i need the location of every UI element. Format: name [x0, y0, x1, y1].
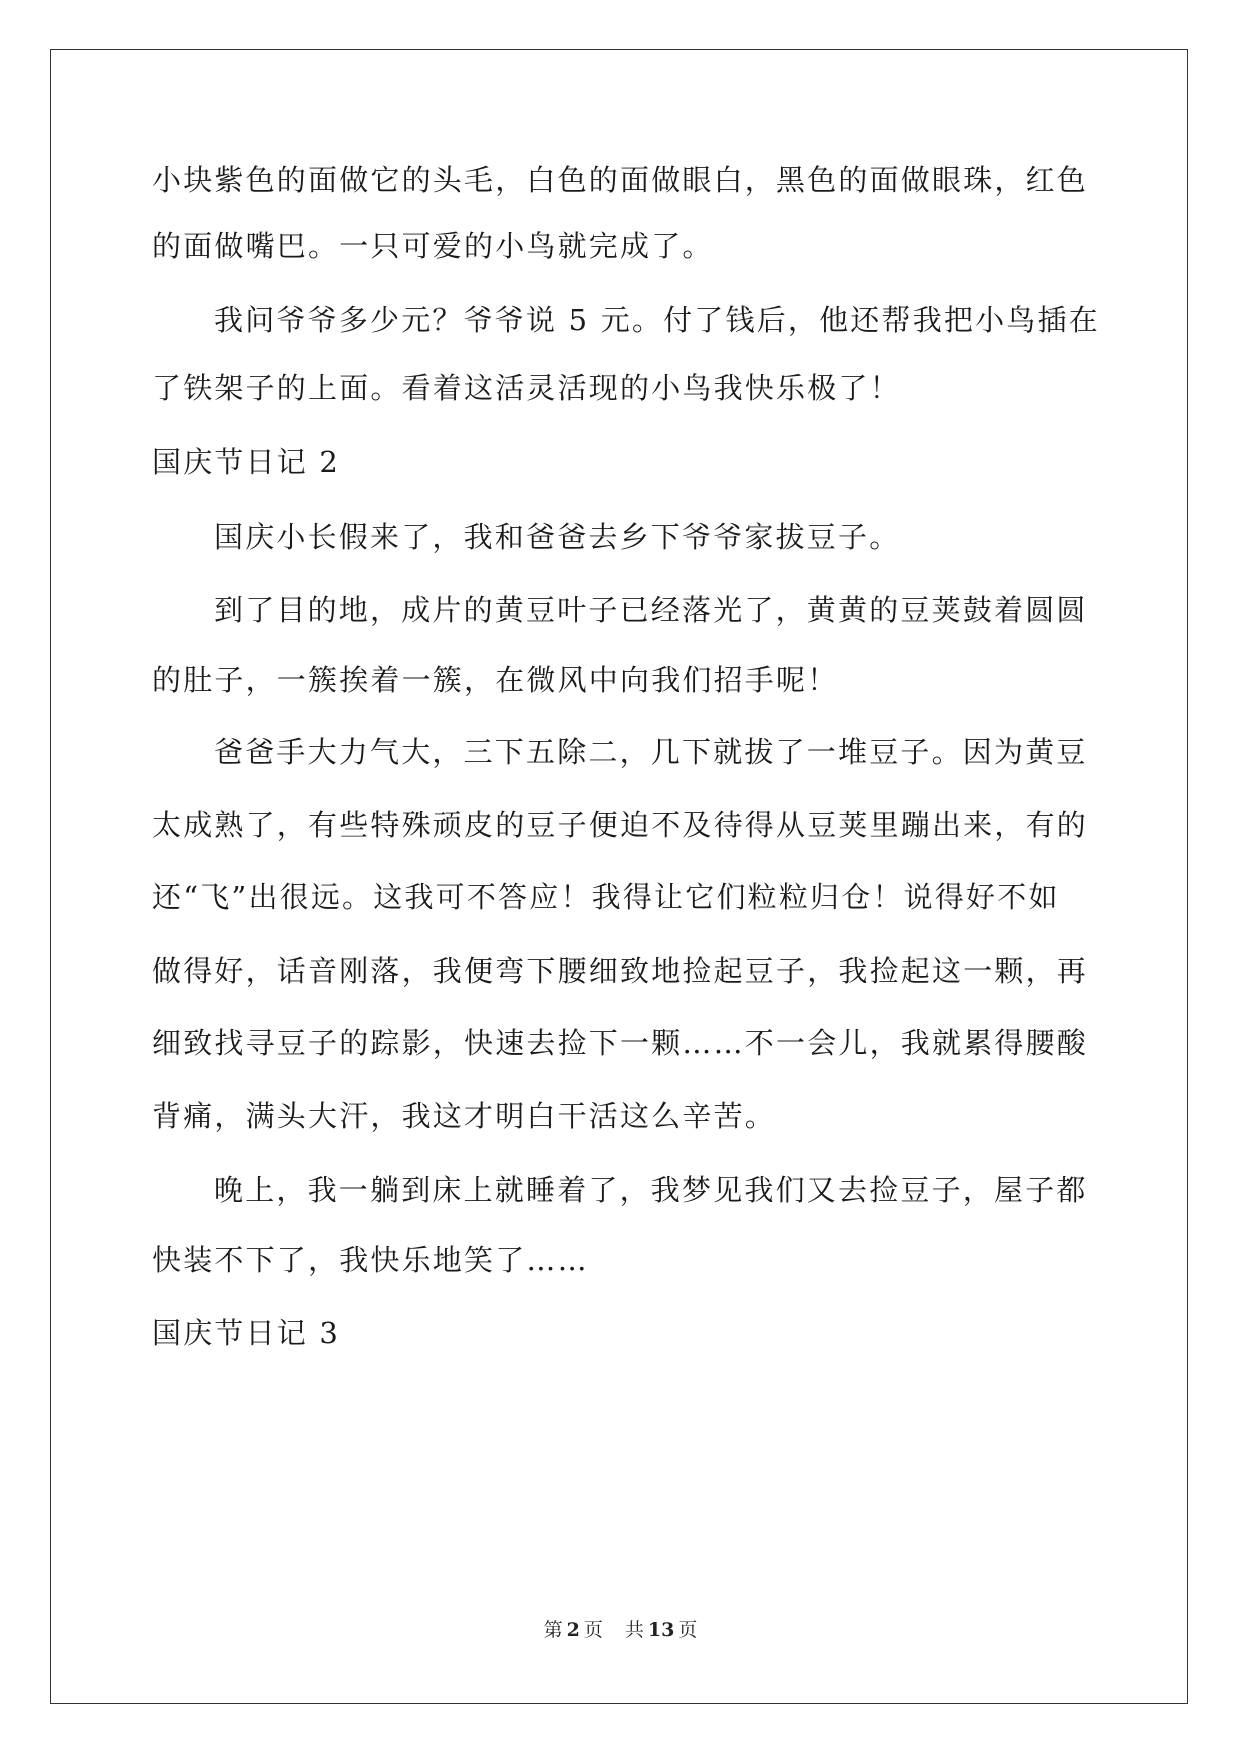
paragraph-line: 小块紫色的面做它的头毛，白色的面做眼白，黑色的面做眼珠，红色 — [152, 163, 1089, 197]
page-number: 2 — [566, 1619, 580, 1641]
paragraph-line: 爸爸手大力气大，三下五除二，几下就拔了一堆豆子。因为黄豆 — [214, 735, 1088, 769]
total-suffix: 页 — [678, 1619, 698, 1641]
page-indicator — [540, 1619, 607, 1641]
paragraph-line: 的面做嘴巴。一只可爱的小鸟就完成了。 — [152, 229, 714, 263]
page-prefix: 第 — [543, 1619, 563, 1641]
total-prefix: 共 — [624, 1619, 644, 1641]
paragraph-line: 做得好，话音刚落，我便弯下腰细致地捡起豆子，我捡起这一颗，再 — [152, 954, 1089, 988]
paragraph-line: 背痛，满头大汗，我这才明白干活这么辛苦。 — [152, 1099, 777, 1133]
paragraph-line: 国庆小长假来了，我和爸爸去乡下爷爷家拔豆子。 — [214, 520, 901, 554]
page-footer — [0, 1618, 1241, 1642]
paragraph-line: 晚上，我一躺到床上就睡着了，我梦见我们又去捡豆子，屋子都 — [214, 1173, 1088, 1207]
total-pages-indicator — [621, 1619, 701, 1641]
section-heading: 国庆节日记 2 — [152, 445, 341, 479]
paragraph-line: 还“飞”出很远。这我可不答应！我得让它们粒粒归仓！说得好不如 — [152, 880, 1060, 914]
paragraph-line: 的肚子，一簇挨着一簇，在微风中向我们招手呢！ — [152, 663, 839, 697]
paragraph-line: 我问爷爷多少元？爷爷说 5 元。付了钱后，他还帮我把小鸟插在 — [214, 303, 1100, 337]
paragraph-line: 快装不下了，我快乐地笑了…… — [152, 1243, 589, 1277]
total-pages: 13 — [647, 1619, 675, 1641]
section-heading: 国庆节日记 3 — [152, 1316, 341, 1350]
paragraph-line: 到了目的地，成片的黄豆叶子已经落光了，黄黄的豆荚鼓着圆圆 — [214, 593, 1088, 627]
paragraph-line: 细致找寻豆子的踪影，快速去捡下一颗……不一会儿，我就累得腰酸 — [152, 1026, 1089, 1060]
paragraph-line: 了铁架子的上面。看着这活灵活现的小鸟我快乐极了！ — [152, 371, 901, 405]
paragraph-line: 太成熟了，有些特殊顽皮的豆子便迫不及待得从豆荚里蹦出来，有的 — [152, 808, 1089, 842]
page-suffix: 页 — [583, 1619, 603, 1641]
